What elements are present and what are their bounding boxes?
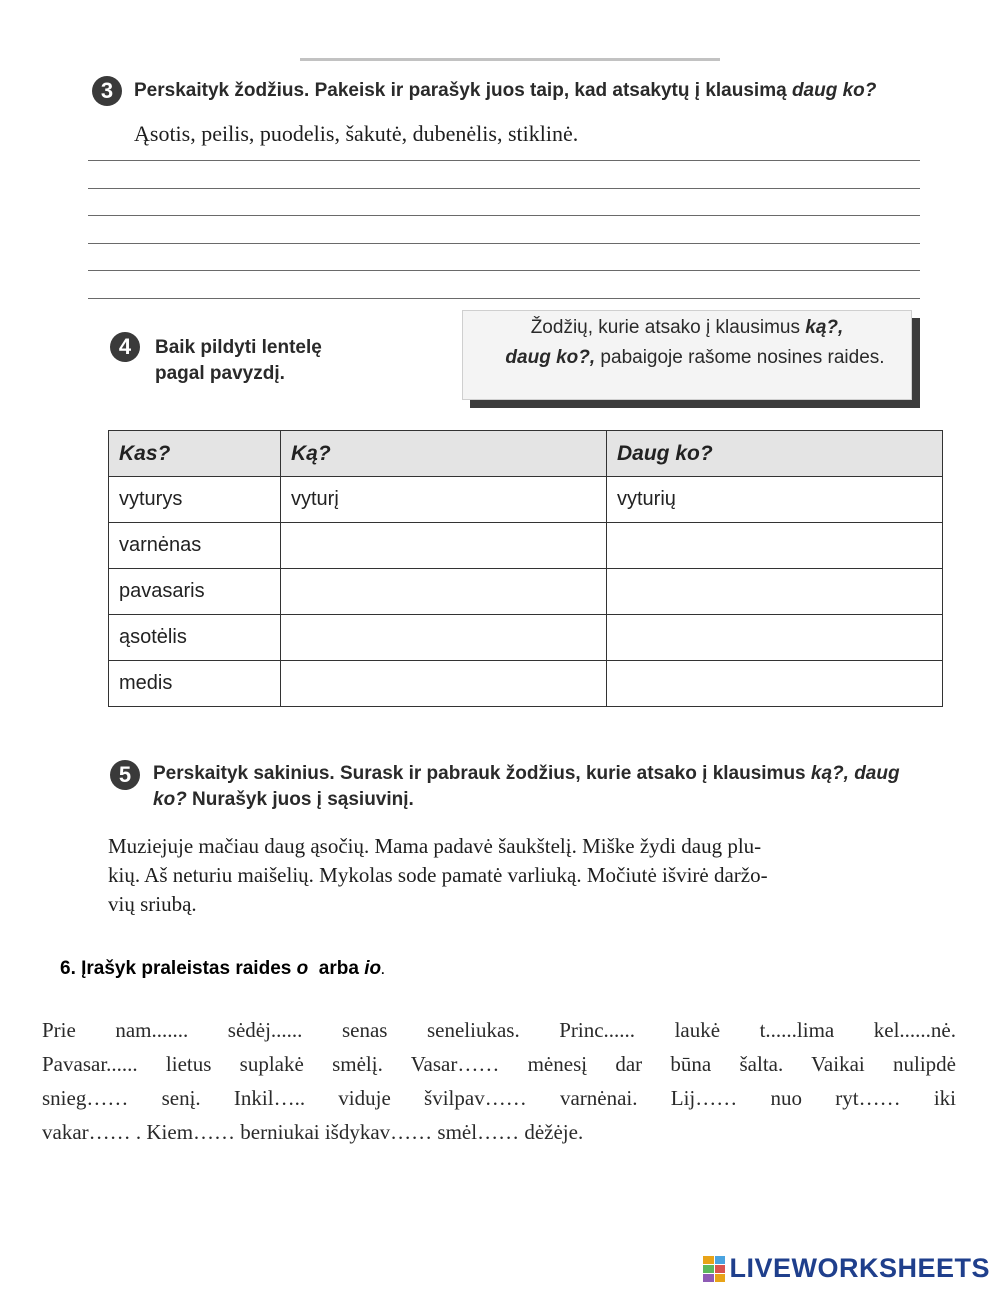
task5-instruction-em1: ką?, daug — [810, 763, 900, 784]
task5-number-badge — [110, 760, 140, 790]
task5-instruction-end: Nurašyk juos į sąsiuvinį. — [186, 789, 414, 810]
rule-note-line2-text: pabaigoje rašome nosines raides. — [595, 347, 885, 368]
cell-kas: vyturys — [109, 477, 281, 523]
task5-instruction-text: Perskaityk sakinius. Surask ir pabrauk žodžius, kurie atsako į klausimus — [153, 763, 811, 784]
answer-cell-daug-ko[interactable] — [607, 615, 943, 661]
liveworksheets-logo-icon — [703, 1256, 725, 1282]
task6-line4[interactable]: vakar…… . Kiem…… berniukai išdykav…… smėl…… dėžėje. — [42, 1120, 584, 1144]
task5-text-line1: Muziejuje mačiau daug ąsočių. Mama padavė šaukštelį. Miške žydi daug plu- — [108, 834, 762, 858]
task3-instruction-text: Perskaityk žodžius. Pakeisk ir parašyk juos taip, kad atsakytų į klausimą — [134, 80, 792, 101]
cell-ka: vyturį — [281, 477, 607, 523]
task4-number-badge — [110, 332, 140, 362]
task6-line1[interactable]: Prie nam....... sėdėj...... senas seneliukas. Princ...... laukė t......lima kel......nė. — [42, 1018, 956, 1042]
task6-heading-or: arba — [308, 958, 365, 979]
answer-cell-daug-ko[interactable] — [607, 661, 943, 707]
header-kas: Kas? — [109, 431, 281, 477]
task6-heading — [60, 958, 384, 980]
rule-note-line1-em: ką?, — [805, 317, 844, 338]
table-row — [109, 661, 943, 707]
rule-note-line1-text: Žodžių, kurie atsako į klausimus — [530, 317, 806, 338]
header-daug-ko: Daug ko? — [607, 431, 943, 477]
word-forms-table — [108, 430, 943, 707]
answer-line-5[interactable] — [88, 270, 920, 271]
answer-cell-ka[interactable] — [281, 569, 607, 615]
task6-heading-end: . — [381, 963, 385, 977]
table-row — [109, 615, 943, 661]
table-row — [109, 477, 943, 523]
task5-text-line3: vių sriubą. — [108, 892, 197, 916]
answer-cell-ka[interactable] — [281, 615, 607, 661]
task5-number: 5 — [118, 762, 132, 787]
task6-line3[interactable]: snieg…… senį. Inkil….. viduje švilpav…… varnėnai. Lij…… nuo ryt…… iki — [42, 1086, 956, 1110]
task6-letter-o: o — [296, 958, 309, 979]
answer-line-6[interactable] — [88, 298, 920, 299]
answer-cell-ka[interactable] — [281, 523, 607, 569]
task3-instruction-em: daug ko? — [791, 80, 877, 101]
answer-line-1[interactable] — [88, 160, 920, 161]
answer-line-2[interactable] — [88, 188, 920, 189]
task5-instruction-em2: ko? — [153, 789, 187, 810]
task5-text-line2: kių. Aš neturiu maišelių. Mykolas sode pamatė varliuką. Močiutė išvirė daržo- — [108, 863, 768, 887]
rule-note-line1 — [463, 317, 911, 339]
task4-instruction — [155, 335, 322, 387]
task3-number-badge — [92, 76, 122, 106]
answer-cell-ka[interactable] — [281, 661, 607, 707]
cell-daug-ko: vyturių — [607, 477, 943, 523]
task4-number: 4 — [118, 334, 132, 359]
task4-instruction-line1: Baik pildyti lentelę — [155, 337, 322, 358]
top-divider — [300, 58, 720, 61]
table-header-row — [109, 431, 943, 477]
answer-line-3[interactable] — [88, 215, 920, 216]
rule-note-box — [462, 310, 912, 400]
cell-kas: pavasaris — [109, 569, 281, 615]
table-row — [109, 523, 943, 569]
rule-note-line2-em: daug ko?, — [505, 347, 596, 368]
answer-cell-daug-ko[interactable] — [607, 523, 943, 569]
table-row — [109, 569, 943, 615]
task6-text — [42, 1013, 956, 1149]
header-ka: Ką? — [281, 431, 607, 477]
rule-note-line2 — [463, 347, 911, 369]
task6-heading-text: 6. Įrašyk praleistas raides — [60, 958, 297, 979]
answer-line-4[interactable] — [88, 243, 920, 244]
task3-words: Ąsotis, peilis, puodelis, šakutė, dubenėlis, stiklinė. — [134, 121, 579, 146]
task3-number: 3 — [100, 78, 114, 103]
task4-instruction-line2: pagal pavyzdį. — [155, 363, 285, 384]
task5-text — [108, 832, 948, 919]
task6-line2[interactable]: Pavasar...... lietus suplakė smėlį. Vasar…… mėnesį dar būna šalta. Vaikai nulipdė — [42, 1052, 956, 1076]
answer-cell-daug-ko[interactable] — [607, 569, 943, 615]
task6-letters-io: io — [364, 958, 382, 979]
cell-kas: ąsotėlis — [109, 615, 281, 661]
task5-instruction — [153, 761, 953, 813]
cell-kas: varnėnas — [109, 523, 281, 569]
cell-kas: medis — [109, 661, 281, 707]
task3-instruction — [134, 78, 934, 104]
liveworksheets-brand-text: LIVEWORKSHEETS — [729, 1253, 990, 1283]
liveworksheets-brand — [703, 1253, 990, 1284]
